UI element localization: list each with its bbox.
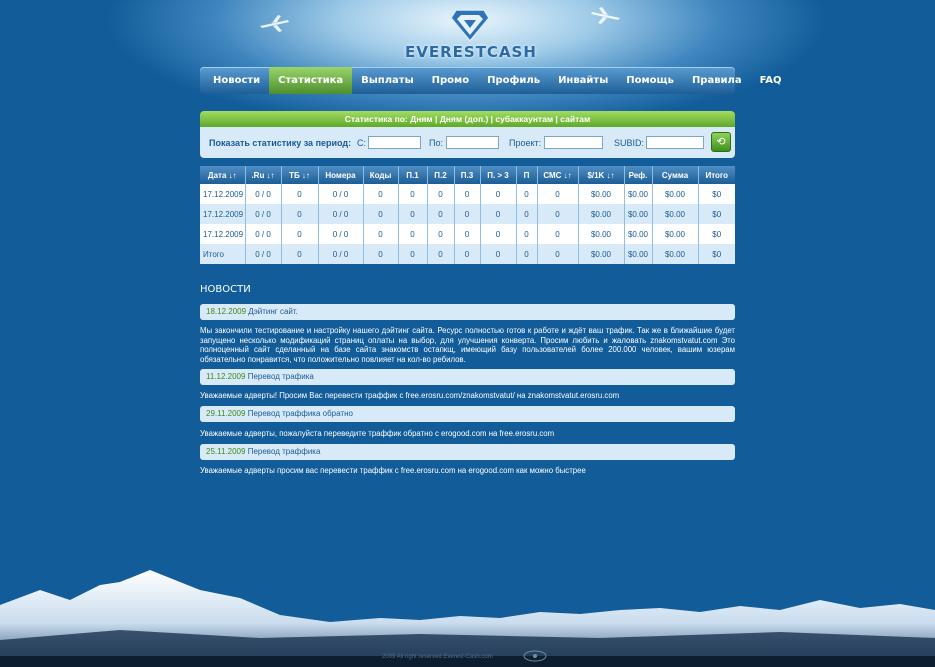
cell: 0 (454, 184, 480, 204)
stats-link-days[interactable]: Дням (410, 114, 433, 124)
col-sum: Сумма (652, 166, 698, 184)
news-date: 18.12.2009 (206, 307, 247, 316)
col-p-gt3: П. > 3 (480, 166, 516, 184)
cell: $0.00 (652, 244, 698, 264)
news-date: 11.12.2009 (206, 372, 246, 381)
cell: 0 / 0 (318, 224, 363, 244)
news-item-body: Уважаемые адверты просим вас перевести траффик с free.erosru.com на erogood.com как можно быстрее (200, 466, 586, 475)
cell: 0 (454, 244, 480, 264)
cell: 0 / 0 (245, 184, 281, 204)
col-ru[interactable]: .Ru ↓↑ (245, 166, 281, 184)
stats-type-bar (200, 111, 735, 127)
table-row (200, 224, 735, 244)
cell: $0 (698, 204, 735, 224)
news-item-title[interactable] (200, 406, 735, 422)
logo[interactable] (405, 8, 535, 66)
cell: 0 (516, 204, 537, 224)
stats-link-subaccounts[interactable]: субаккаунтам (495, 114, 554, 124)
cell: 0 (398, 204, 427, 224)
cell: 0 / 0 (245, 204, 281, 224)
period-filter (200, 127, 735, 158)
cell: $0.00 (578, 204, 624, 224)
cell: 0 (281, 224, 318, 244)
cell: 0 (281, 244, 318, 264)
date-to-input[interactable] (446, 136, 499, 149)
period-label: Показать статистику за период: (209, 138, 352, 148)
cell: 0 (537, 244, 578, 264)
table-row (200, 184, 735, 204)
cell: 0 (363, 224, 398, 244)
news-item-body: Уважаемые адверты, пожалуйста переведите траффик обратно с erogood.com на free.erosru.com (200, 429, 555, 438)
stats-prefix: Статистика по: (344, 114, 408, 124)
cell: $0.00 (624, 184, 652, 204)
col-ref: Реф. (624, 166, 652, 184)
news-title-text: Перевод траффика обратно (247, 409, 353, 418)
footer-badge-icon (523, 650, 547, 662)
cell: 0 / 0 (245, 224, 281, 244)
cell: $0.00 (624, 244, 652, 264)
cell-date: 17.12.2009 (200, 204, 245, 224)
cell: $0.00 (624, 204, 652, 224)
mountains-footer-image (0, 560, 935, 667)
date-from-input[interactable] (368, 136, 421, 149)
cell: 0 / 0 (318, 204, 363, 224)
news-item-body: Мы закончили тестирование и настройку нашего дэйтинг сайта. Ресурс полностью готов к работе и ждёт ваш трафик. Так же в ближайшие будет запущено несколько модификаций страниц оплаты на выбор, для улучшения конверта. Просим любить и жаловать znakomstvatut.com Это полноценный сайт сделанный на базе сайта знакомств остапкщ, имеющий базу пользователей более 200.000 человек, вашим юзерам обязательно понравится, что положительно повлияет на кол-во ребилов. (200, 326, 735, 364)
separator: | (555, 114, 558, 124)
nav-item-promo[interactable]: Промо (431, 75, 470, 86)
cell: 0 (537, 224, 578, 244)
col-total: Итого (698, 166, 735, 184)
cell: 0 (480, 184, 516, 204)
nav-item-payouts[interactable]: Выплаты (361, 75, 414, 86)
nav-item-news[interactable]: Новости (213, 75, 261, 86)
col-p1: П.1 (398, 166, 427, 184)
news-item-title[interactable] (200, 444, 735, 460)
separator: | (434, 114, 438, 124)
news-date: 29.11.2009 (206, 409, 246, 418)
cell: 0 / 0 (318, 244, 363, 264)
cell: 0 (281, 184, 318, 204)
news-date: 25.11.2009 (206, 447, 246, 456)
nav-item-invites[interactable]: Инвайты (558, 75, 609, 86)
cell: $0.00 (652, 184, 698, 204)
cell: 0 (480, 224, 516, 244)
col-p: П (516, 166, 537, 184)
nav-item-faq[interactable]: FAQ (759, 75, 782, 86)
cell: 0 (454, 204, 480, 224)
footer-copyright: 2009 All right reserved Everest-Cash.com (382, 654, 493, 660)
diamond-shield-icon (450, 8, 490, 42)
brand-name: EVERESTCASH (405, 43, 537, 61)
cell: 0 (454, 224, 480, 244)
cell: 0 (363, 184, 398, 204)
nav-item-help[interactable]: Помощь (626, 75, 674, 86)
cell: 0 (516, 184, 537, 204)
cell: 0 (363, 244, 398, 264)
project-input[interactable] (544, 136, 603, 149)
cell: $0 (698, 244, 735, 264)
news-heading: НОВОСТИ (200, 284, 251, 295)
airplane-icon (590, 6, 622, 26)
cell: $0.00 (624, 224, 652, 244)
cell: 0 (537, 204, 578, 224)
news-item-title[interactable] (200, 369, 735, 385)
col-sms[interactable]: СМС ↓↑ (537, 166, 578, 184)
to-label: По: (429, 138, 443, 148)
cell: 0 (427, 184, 454, 204)
cell: 0 (516, 244, 537, 264)
col-per-1k[interactable]: $/1K ↓↑ (578, 166, 624, 184)
cell: 0 (537, 184, 578, 204)
stats-link-days-extra[interactable]: Дням (доп.) (439, 114, 489, 124)
cell: $0.00 (578, 184, 624, 204)
nav-item-rules[interactable]: Правила (691, 75, 742, 86)
cell: 0 (427, 244, 454, 264)
col-codes: Коды (363, 166, 398, 184)
cell: 0 (480, 204, 516, 224)
cell-date: 17.12.2009 (200, 184, 245, 204)
separator: | (490, 114, 494, 124)
col-numbers: Номера (318, 166, 363, 184)
col-date[interactable]: Дата ↓↑ (200, 166, 245, 184)
airplane-icon (258, 14, 290, 34)
table-header-row (200, 166, 735, 184)
cell: 0 (427, 224, 454, 244)
cell: 0 (480, 244, 516, 264)
cell: 0 (398, 244, 427, 264)
cell-date: 17.12.2009 (200, 224, 245, 244)
stats-table (200, 166, 735, 264)
cell: 0 / 0 (318, 184, 363, 204)
cell: $0 (698, 184, 735, 204)
nav-item-stats[interactable]: Статистика (269, 67, 352, 94)
col-p3: П.3 (454, 166, 480, 184)
table-total-row (200, 244, 735, 264)
news-item-body: Уважаемые адверты! Просим Вас перевести траффик с free.erosru.com/znakomstvatut/ на znakomstvatut.erosru.com (200, 391, 620, 400)
subid-input[interactable] (646, 136, 704, 149)
cell: 0 (398, 224, 427, 244)
cell: 0 (281, 204, 318, 224)
news-title-text: Перевод трафика (247, 372, 314, 381)
subid-label: SUBID: (614, 138, 645, 148)
news-title-text: Дэйтинг сайт. (248, 307, 298, 316)
cell: 0 / 0 (245, 244, 281, 264)
cell: 0 (363, 204, 398, 224)
col-p2: П.2 (427, 166, 454, 184)
news-title-text: Перевод траффика (247, 447, 321, 456)
table-row (200, 204, 735, 224)
from-label: С: (357, 138, 366, 148)
nav-item-profile[interactable]: Профиль (487, 75, 541, 86)
main-nav (200, 67, 782, 94)
news-item-title[interactable] (200, 304, 735, 320)
cell: 0 (398, 184, 427, 204)
refresh-icon: ⟲ (716, 136, 726, 148)
cell: $0 (698, 224, 735, 244)
stats-link-sites[interactable]: сайтам (560, 114, 591, 124)
cell: $0.00 (578, 244, 624, 264)
cell: 0 (427, 204, 454, 224)
cell-total-label: Итого (200, 244, 245, 264)
cell: $0.00 (652, 204, 698, 224)
show-stats-button[interactable] (711, 132, 731, 152)
cell: $0.00 (578, 224, 624, 244)
col-tb[interactable]: ТБ ↓↑ (281, 166, 318, 184)
cell: $0.00 (652, 224, 698, 244)
project-label: Проект: (509, 138, 542, 148)
cell: 0 (516, 224, 537, 244)
